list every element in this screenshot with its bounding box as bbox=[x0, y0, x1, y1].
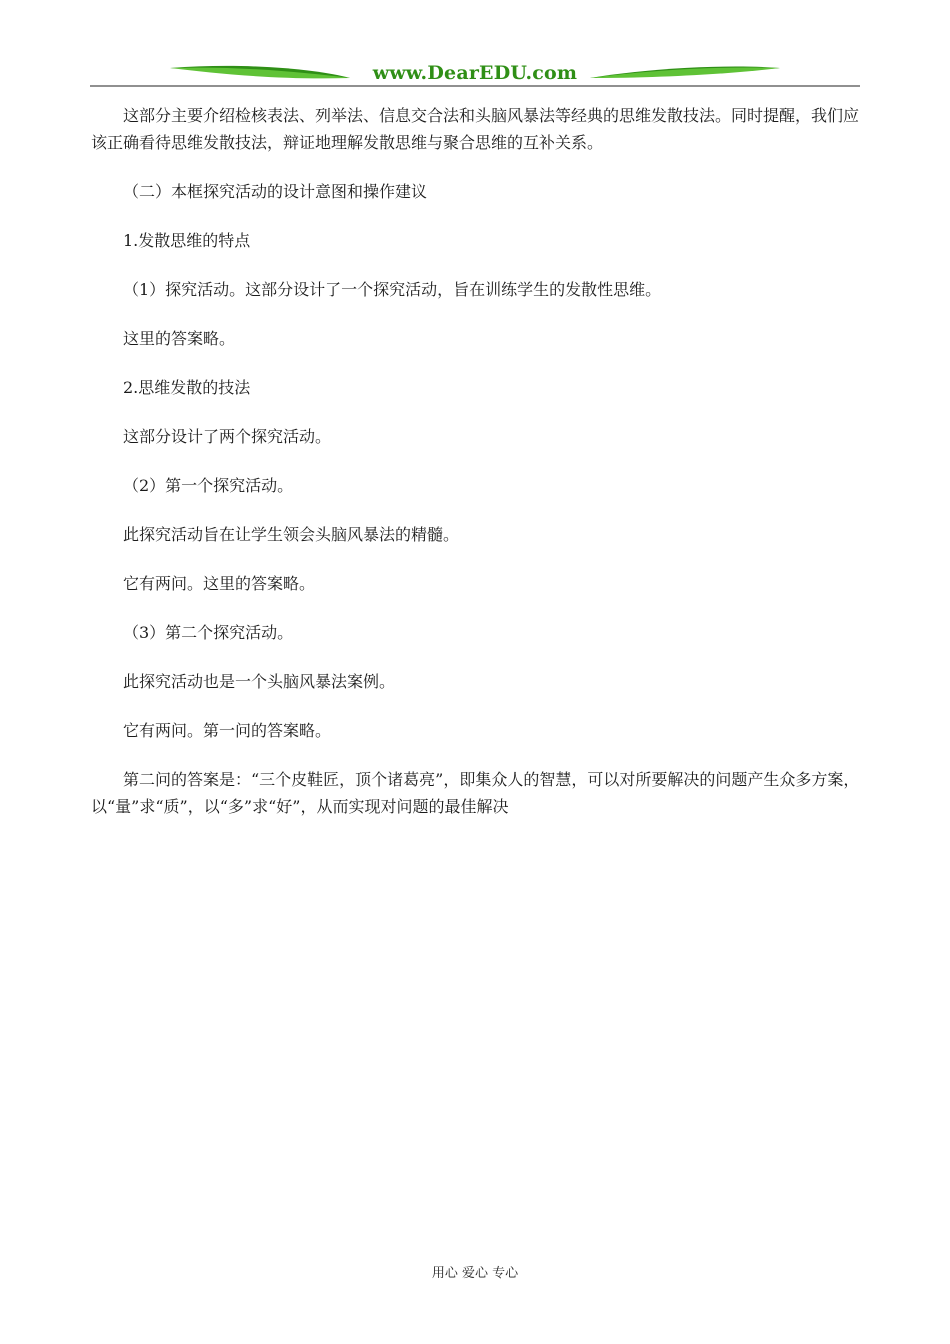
document-body bbox=[91, 102, 861, 820]
paragraph: 这部分设计了两个探究活动。 bbox=[123, 427, 332, 446]
page-footer: 用心 爱心 专心 bbox=[431, 1266, 519, 1281]
paragraph: （2）第一个探究活动。 bbox=[123, 476, 294, 495]
paragraph: 它有两问。第一问的答案略。 bbox=[123, 721, 332, 740]
paragraph: 第二问的答案是：“三个皮鞋匠，顶个诸葛亮”，即集众人的智慧，可以对所要解决的问题产生众多方案，以“量”求“质”，以“多”求“好”，从而实现对问题的最佳解决 bbox=[91, 770, 860, 816]
paragraph: 它有两问。这里的答案略。 bbox=[123, 574, 316, 593]
paragraph: 此探究活动旨在让学生领会头脑风暴法的精髓。 bbox=[123, 525, 460, 544]
page-header bbox=[90, 56, 860, 90]
header-logo-text: www.DearEDU.com bbox=[372, 62, 578, 84]
paragraph: 此探究活动也是一个头脑风暴法案例。 bbox=[123, 672, 396, 691]
paragraph: 这部分主要介绍检核表法、列举法、信息交合法和头脑风暴法等经典的思维发散技法。同时提醒，我们应该正确看待思维发散技法，辩证地理解发散思维与聚合思维的互补关系。 bbox=[91, 106, 860, 152]
subsection-heading: 1.发散思维的特点 bbox=[123, 231, 251, 250]
section-heading: （二）本框探究活动的设计意图和操作建议 bbox=[123, 182, 428, 201]
paragraph: 这里的答案略。 bbox=[123, 329, 236, 348]
paragraph: （3）第二个探究活动。 bbox=[123, 623, 294, 642]
subsection-heading: 2.思维发散的技法 bbox=[123, 378, 251, 397]
paragraph: （1）探究活动。这部分设计了一个探究活动，旨在训练学生的发散性思维。 bbox=[123, 280, 662, 299]
